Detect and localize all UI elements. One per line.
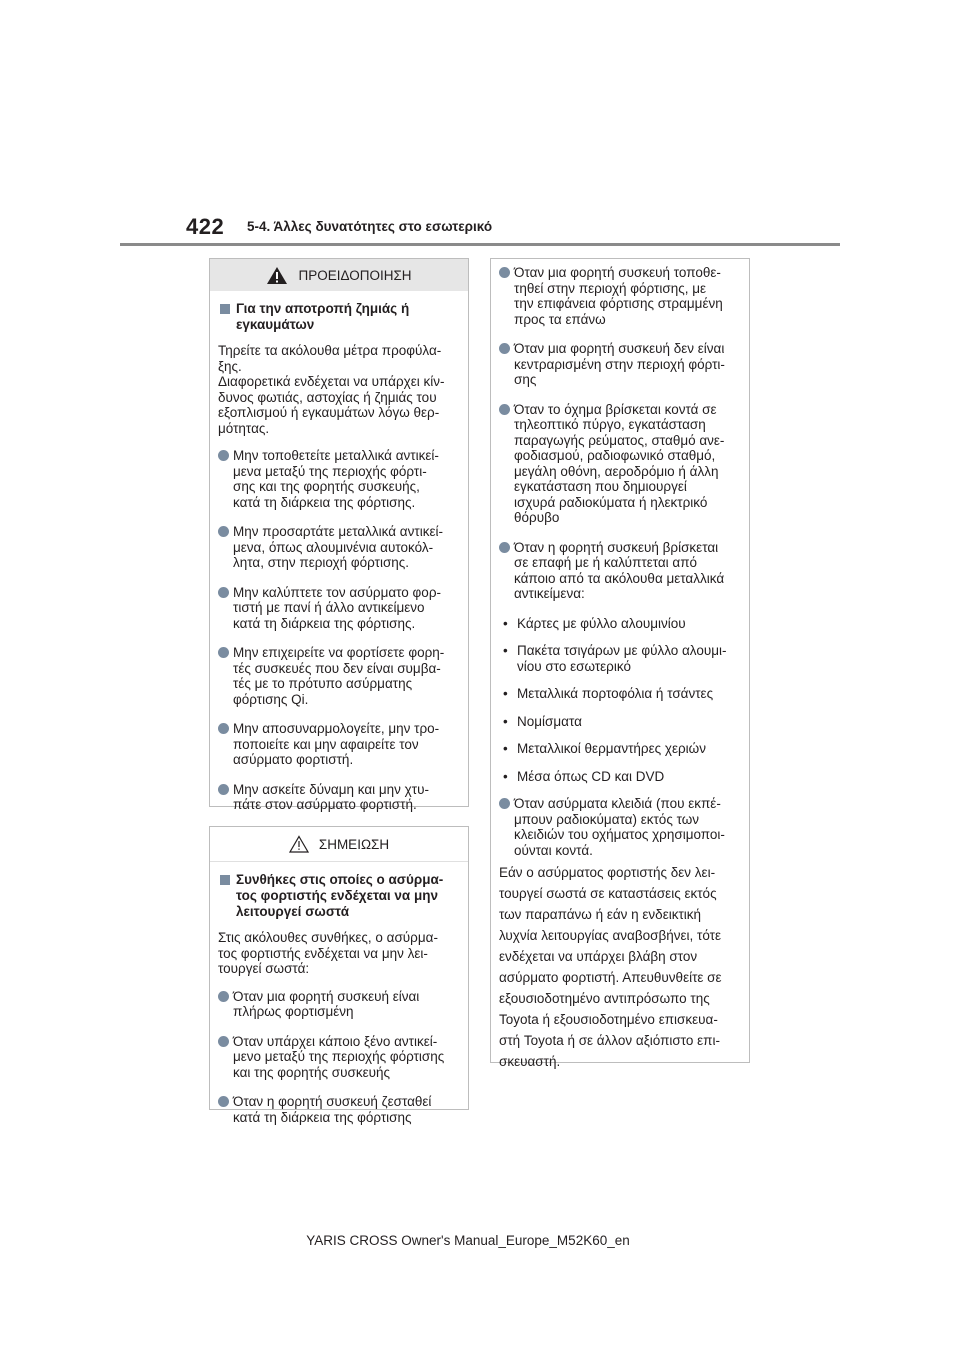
small-bullet-icon: • <box>503 768 508 784</box>
notice-box <box>209 826 469 1125</box>
list-item: Μην ασκείτε δύναμη και μην χτυ- πάτε στον ασύρματο φορτιστή. <box>218 782 460 813</box>
list-item: Όταν η φορητή συσκευή βρίσκεται σε επαφή με ή καλύπτεται από κάποιο από τα ακόλουθα μεταλλικά αντικείμενα: <box>499 540 741 602</box>
bullet-dot-icon <box>218 1096 229 1107</box>
warning-triangle-icon <box>266 266 288 285</box>
section-title: 5-4. Άλλες δυνατότητες στο εσωτερικό <box>247 219 493 234</box>
notice-intro: Στις ακόλουθες συνθήκες, ο ασύρμα- τος φορτιστής ενδέχεται να μην λει- τουργεί σωστά: <box>218 930 438 976</box>
list-item: Όταν μια φορητή συσκευή είναι πλήρως φορτισμένη <box>218 989 460 1020</box>
sub-list-item: • Μεταλλικά πορτοφόλια ή τσάντες <box>499 686 741 702</box>
square-bullet-icon <box>220 875 230 885</box>
square-bullet-icon <box>220 304 230 314</box>
bullet-dot-icon <box>218 450 229 461</box>
warning-heading <box>218 301 460 333</box>
closing-paragraph: Εάν ο ασύρματος φορτιστής δεν λει- τουργεί σωστά σε καταστάσεις εκτός των παραπάνω ή εάν η ενδεικτική λυχνία λειτουργίας αναβοσβήνει, τότε ενδέχεται να υπάρχει βλάβη στον ασύρματο φορτιστή. Απευθυνθείτε σε εξουσιοδοτημένο αντιπρόσωπο της Toyota ή εξουσιοδοτημένο επισκευα- στή Toyota ή σε άλλον αξιόπιστο επι- σκευαστή. <box>499 865 722 1069</box>
list-item: Όταν το όχημα βρίσκεται κοντά σε τηλεοπτικό πύργο, εγκατάσταση παραγωγής ρεύματος, σταθμό ανε- φοδιασμού, ραδιοφωνικό σταθμό, μεγάλη οθόνη, αεροδρόμιο ή άλλη εγκατάσταση που δημιουργεί ισχυρά ραδιοκύματα ή ηλεκτρικό θόρυβο <box>499 402 741 526</box>
page-footer <box>0 1233 960 1248</box>
page-header <box>0 0 960 250</box>
bullet-dot-icon <box>499 267 510 278</box>
list-item: Μην αποσυναρμολογείτε, μην τρο- ποποιείτε και μην αφαιρείτε τον ασύρματο φορτιστή. <box>218 721 460 768</box>
bullet-dot-icon <box>218 723 229 734</box>
bullet-dot-icon <box>218 647 229 658</box>
sub-list-item: • Μεταλλικοί θερμαντήρες χεριών <box>499 741 741 757</box>
bullet-dot-icon <box>218 1036 229 1047</box>
page-number: 422 <box>186 214 225 239</box>
bullet-dot-icon <box>499 542 510 553</box>
sub-list-item: • Μέσα όπως CD και DVD <box>499 769 741 785</box>
warning-box <box>209 258 469 812</box>
list-item: Μην τοποθετείτε μεταλλικά αντικεί- μενα μεταξύ της περιοχής φόρτι- σης και της φορητής συσκευής, κατά τη διάρκεια της φόρτισης. <box>218 448 460 510</box>
notice-continued-box <box>490 258 750 1069</box>
list-item: Όταν η φορητή συσκευή ζεσταθεί κατά τη διάρκεια της φόρτισης <box>218 1094 460 1125</box>
bullet-dot-icon <box>218 526 229 537</box>
list-item: Μην επιχειρείτε να φορτίσετε φορη- τές συσκευές που δεν είναι συμβα- τές με το πρότυπο ασύρματης φόρτισης Qi. <box>218 645 460 707</box>
bullet-dot-icon <box>499 343 510 354</box>
bullet-dot-icon <box>218 991 229 1002</box>
small-bullet-icon: • <box>503 686 508 701</box>
sub-list-item: • Πακέτα τσιγάρων με φύλλο αλουμι- νίου στο εσωτερικό <box>499 643 741 674</box>
bullet-dot-icon <box>218 587 229 598</box>
warning-title: ΠΡΟΕΙΔΟΠΟΙΗΣΗ <box>298 267 412 283</box>
footer-text: YARIS CROSS Owner's Manual_Europe_M52K60_en <box>306 1233 630 1248</box>
list-item: Όταν μια φορητή συσκευή τοποθε- τηθεί στην περιοχή φόρτισης, με την επιφάνεια φόρτισης στραμμένη προς τα επάνω <box>499 265 741 327</box>
notice-triangle-icon <box>289 835 309 853</box>
small-bullet-icon: • <box>503 741 508 756</box>
header-divider <box>120 243 840 246</box>
warning-header <box>210 259 468 291</box>
small-bullet-icon: • <box>503 643 508 658</box>
warning-heading-text: Για την αποτροπή ζημιάς ή εγκαυμάτων <box>236 301 410 332</box>
sub-list-item: • Νομίσματα <box>499 714 741 730</box>
list-item: Μην καλύπτετε τον ασύρματο φορ- τιστή με πανί ή άλλο αντικείμενο κατά τη διάρκεια της φόρτισης. <box>218 585 460 632</box>
notice-title: ΣΗΜΕΙΩΣΗ <box>318 836 390 852</box>
notice-header <box>210 827 468 862</box>
list-item: Όταν ασύρματα κλειδιά (που εκπέ- μπουν ραδιοκύματα) εκτός των κλειδιών του οχήματος χρησιμοποι- ούνται κοντά. <box>499 796 741 858</box>
bullet-dot-icon <box>499 404 510 415</box>
notice-heading-text: Συνθήκες στις οποίες ο ασύρμα- τος φορτιστής ενδέχεται να μην λειτουργεί σωστά <box>236 872 444 919</box>
list-item: Όταν υπάρχει κάποιο ξένο αντικεί- μενο μεταξύ της περιοχής φόρτισης και της φορητής συσκευής <box>218 1034 460 1081</box>
list-item: Μην προσαρτάτε μεταλλικά αντικεί- μενα, όπως αλουμινένια αυτοκόλ- λητα, στην περιοχή φόρτισης. <box>218 524 460 571</box>
small-bullet-icon: • <box>503 615 508 631</box>
sub-list-item: • Κάρτες με φύλλο αλουμινίου <box>499 616 741 632</box>
bullet-dot-icon <box>499 798 510 809</box>
warning-intro: Τηρείτε τα ακόλουθα μέτρα προφύλα- ξης. Διαφορετικά ενδέχεται να υπάρχει κίν- δυνος φωτιάς, αστοχίας ή ζημιάς του εξοπλισμού ή εγκαυμάτων λόγω θερ- μότητας. <box>218 343 445 436</box>
small-bullet-icon: • <box>503 713 508 729</box>
notice-heading <box>218 872 460 920</box>
bullet-dot-icon <box>218 784 229 795</box>
list-item: Όταν μια φορητή συσκευή δεν είναι κεντραρισμένη στην περιοχή φόρτι- σης <box>499 341 741 388</box>
